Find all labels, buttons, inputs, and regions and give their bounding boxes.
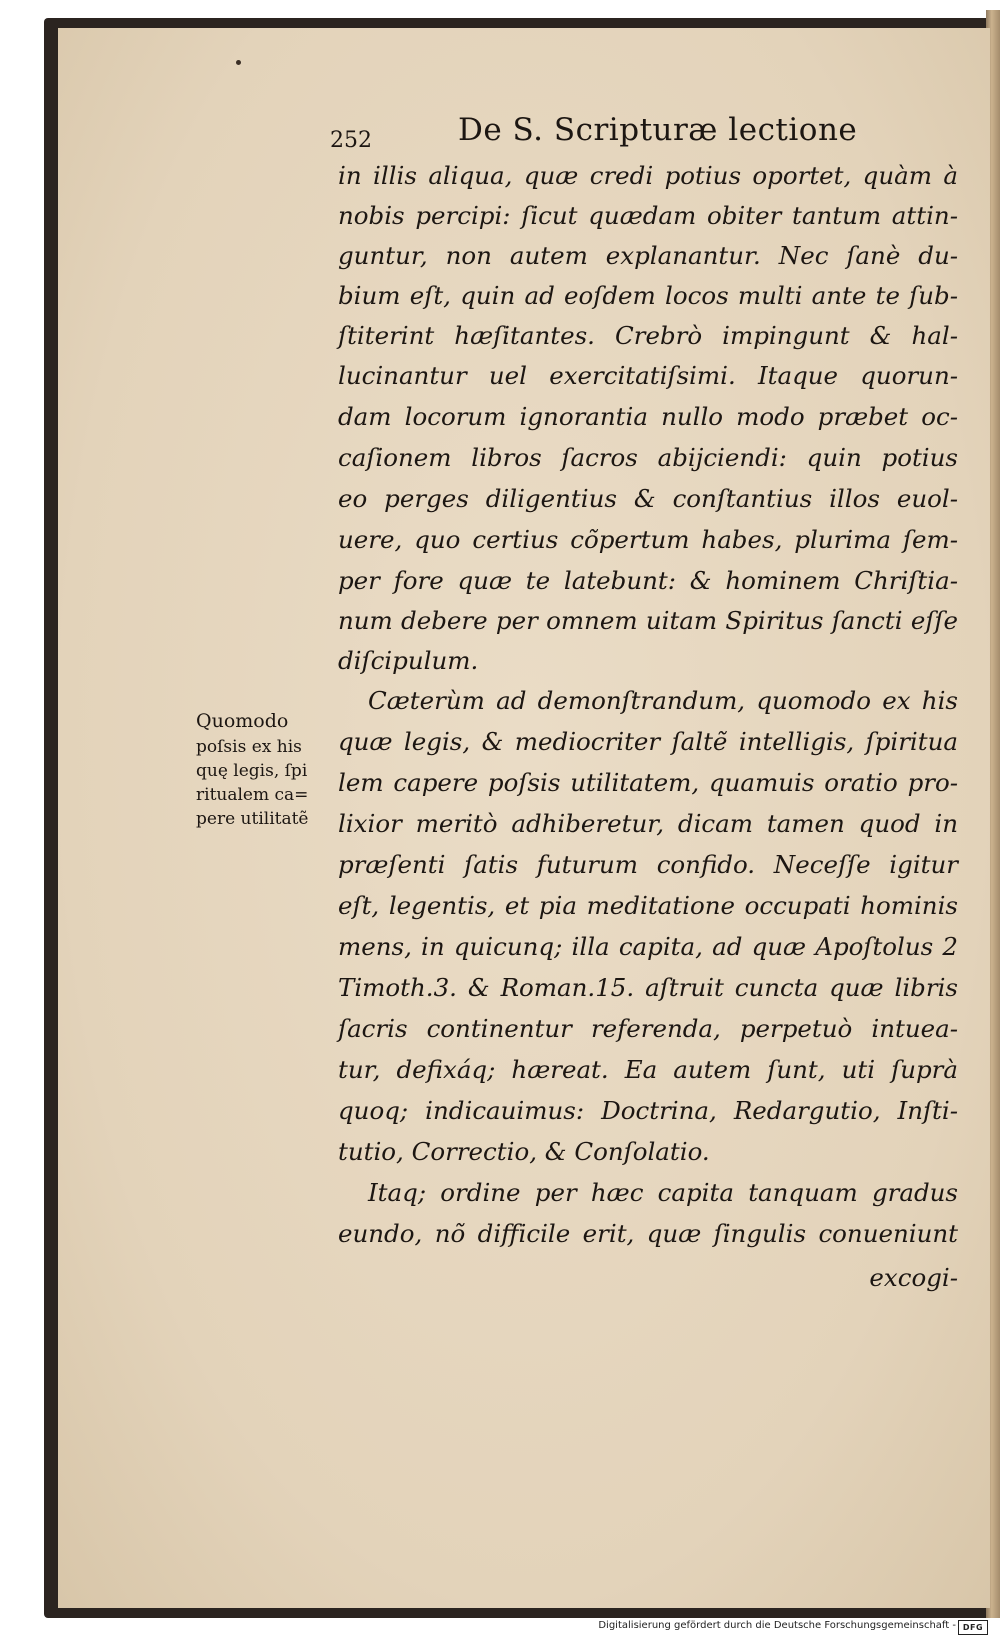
- running-head-title: De S. Scripturæ lectione: [458, 112, 858, 148]
- dfg-logo: DFG: [958, 1620, 988, 1635]
- body-line: lucinantur uel exercitatiſsimi. Itaque quorun-: [338, 361, 958, 390]
- marginal-note-line: quę legis, ſpi: [196, 761, 308, 781]
- body-line: Cæterùm ad demonſtrandum, quomodo ex his: [368, 686, 958, 715]
- body-line: nobis percipi: ſicut quædam obiter tantum attin-: [338, 201, 958, 230]
- body-line: guntur, non autem explanantur. Nec ſanè du-: [338, 241, 958, 270]
- body-line: eſt, legentis, et pia meditatione occupati hominis: [338, 891, 958, 920]
- marginal-note-line: ritualem ca=: [196, 785, 309, 805]
- body-line: num debere per omnem uitam Spiritus ſancti eſſe: [338, 606, 958, 635]
- body-line: per fore quæ te latebunt: & hominem Chriſtia-: [338, 566, 958, 595]
- body-line: tur, defixáq; hæreat. Ea autem ſunt, uti ſuprà: [338, 1055, 958, 1084]
- digitization-footer: [0, 1618, 1000, 1636]
- body-line: caſionem libros ſacros abijciendi: quin potius: [338, 443, 958, 472]
- body-line: quæ legis, & mediocriter ſaltẽ intelligis, ſpiritua: [338, 727, 958, 756]
- body-line: Timoth.3. & Roman.15. aſtruit cuncta quæ libris: [338, 973, 958, 1002]
- body-line: ſacris continentur referenda, perpetuò intuea-: [338, 1014, 958, 1043]
- body-line: quoq; indicauimus: Doctrina, Redargutio, Inſti-: [338, 1096, 958, 1125]
- ink-spot: [236, 60, 241, 65]
- body-line: diſcipulum.: [338, 646, 479, 675]
- page-number: 252: [330, 128, 372, 153]
- marginal-note-line: Quomodo: [196, 710, 289, 732]
- body-line: Itaq; ordine per hæc capita tanquam gradus: [368, 1178, 958, 1207]
- body-line: lem capere poſsis utilitatem, quamuis oratio pro-: [338, 768, 958, 797]
- funding-credit: Digitalisierung gefördert durch die Deutsche Forschungsgemeinschaft -: [598, 1620, 956, 1631]
- body-line: mens, in quicunq; illa capita, ad quæ Apoſtolus 2: [338, 932, 958, 961]
- running-head: [330, 112, 970, 156]
- catchword: excogi-: [869, 1263, 958, 1292]
- body-line: præſenti ſatis futurum confido. Neceſſe igitur: [338, 850, 958, 879]
- body-line: in illis aliqua, quæ credi potius oportet, quàm à: [338, 161, 958, 190]
- marginal-note-line: pere utilitatẽ: [196, 809, 309, 829]
- marginal-note-line: poſsis ex his: [196, 737, 302, 757]
- body-line: ſtiterint hæſitantes. Crebrò impingunt & hal-: [338, 321, 958, 350]
- body-line: dam locorum ignorantia nullo modo præbet oc-: [338, 402, 958, 431]
- body-line: eo perges diligentius & conſtantius illos euol-: [338, 484, 958, 513]
- body-line: bium eſt, quin ad eoſdem locos multi ante te ſub-: [338, 281, 958, 310]
- body-line: uere, quo certius cõpertum habes, plurima ſem-: [338, 525, 958, 554]
- body-line: eundo, nõ difficile erit, quæ ſingulis conueniunt: [338, 1219, 958, 1248]
- body-line: lixior meritò adhiberetur, dicam tamen quod in: [338, 809, 958, 838]
- body-line: tutio, Correctio, & Conſolatio.: [338, 1137, 710, 1166]
